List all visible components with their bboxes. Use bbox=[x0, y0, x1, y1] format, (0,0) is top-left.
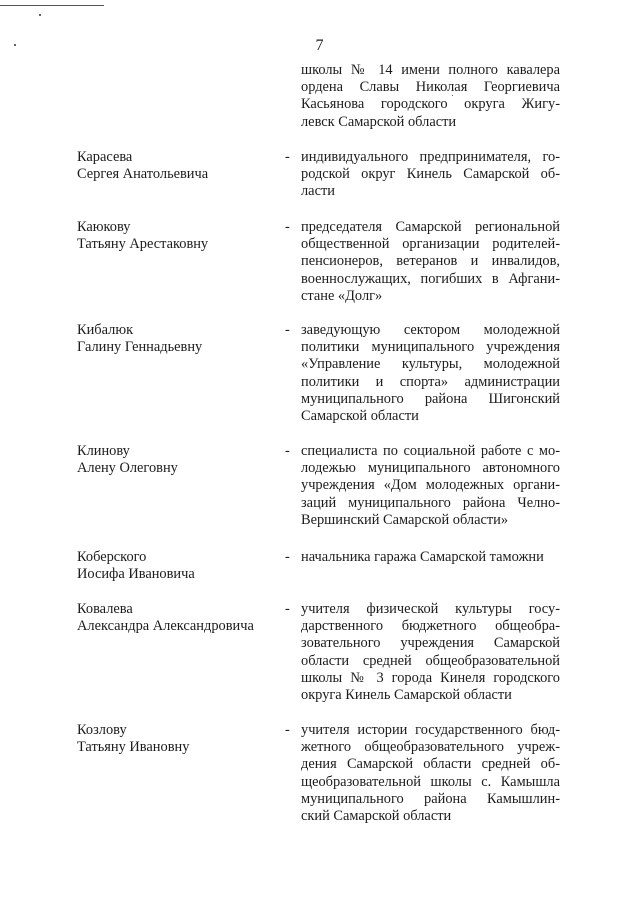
given-names: Алену Олеговну bbox=[77, 460, 178, 477]
given-names: Александра Александровича bbox=[77, 618, 254, 635]
description-line: Самарской области bbox=[301, 408, 419, 425]
given-names: Татьяну Арестаковну bbox=[77, 236, 209, 253]
separator-dash: - bbox=[285, 219, 290, 235]
separator-dash: - bbox=[285, 322, 290, 338]
position-description bbox=[301, 443, 560, 529]
position-description bbox=[301, 149, 560, 201]
surname: Ковалева bbox=[77, 601, 133, 617]
description-line: родской округ Кинель Самарской об- bbox=[301, 166, 560, 183]
person-name bbox=[77, 722, 287, 756]
position-description bbox=[301, 219, 560, 305]
description-line: лодежью муниципального автономного bbox=[301, 460, 560, 477]
surname: Клинову bbox=[77, 443, 130, 459]
description-line: «Управление культуры, молодежной bbox=[301, 356, 560, 373]
position-description bbox=[301, 322, 560, 425]
continuation-line: Касьянова городского округа Жигу- bbox=[301, 96, 560, 113]
description-line: индивидуального предпринимателя, го- bbox=[301, 149, 560, 165]
surname: Кибалюк bbox=[77, 322, 134, 338]
surname: Карасева bbox=[77, 149, 133, 165]
description-line: ласти bbox=[301, 183, 335, 200]
given-names: Галину Геннадьевну bbox=[77, 339, 203, 356]
continuation-line: левск Самарской области bbox=[301, 113, 457, 130]
surname: Каюкову bbox=[77, 219, 131, 235]
scan-speck bbox=[39, 14, 41, 16]
description-line: муниципального района Камышлин- bbox=[301, 790, 560, 807]
description-line: военнослужащих, погибших в Афгани- bbox=[301, 270, 560, 287]
separator-dash: - bbox=[285, 549, 290, 565]
description-line: зовательного учреждения Самарской bbox=[301, 635, 560, 652]
description-line: области средней общеобразовательной bbox=[301, 652, 560, 669]
scan-artifact-line bbox=[0, 5, 104, 6]
surname: Коберского bbox=[77, 549, 147, 565]
person-name bbox=[77, 219, 287, 253]
given-names: Сергея Анатольевича bbox=[77, 166, 209, 183]
description-line: округа Кинель Самарской области bbox=[301, 687, 512, 704]
description-line: политики и спорта» администрации bbox=[301, 373, 560, 390]
separator-dash: - bbox=[285, 149, 290, 165]
description-line: жетного общеобразовательного учреж- bbox=[301, 739, 560, 756]
description-line: общественной организации родителей- bbox=[301, 236, 560, 253]
separator-dash: - bbox=[285, 722, 290, 738]
description-line: Вершинский Самарской области» bbox=[301, 511, 509, 528]
page-number: 7 bbox=[315, 37, 324, 54]
person-name bbox=[77, 149, 287, 183]
description-line: стане «Долг» bbox=[301, 287, 383, 304]
description-line: учителя физической культуры госу- bbox=[301, 601, 560, 617]
description-line: специалиста по социальной работе с мо- bbox=[301, 443, 560, 459]
description-line: учителя истории государственного бюд- bbox=[301, 722, 560, 738]
description-line: заций муниципального района Челно- bbox=[301, 494, 560, 511]
separator-dash: - bbox=[285, 443, 290, 459]
person-name bbox=[77, 601, 287, 635]
description-line: пенсионеров, ветеранов и инвалидов, bbox=[301, 253, 560, 270]
person-name bbox=[77, 443, 287, 477]
position-description bbox=[301, 722, 560, 825]
person-name bbox=[77, 322, 287, 356]
position-description bbox=[301, 601, 560, 704]
description-line: начальника гаража Самарской таможни bbox=[301, 549, 544, 565]
position-description bbox=[301, 549, 560, 566]
description-line: муниципального района Шигонский bbox=[301, 390, 560, 407]
continuation-line: школы № 14 имени полного кавалера bbox=[301, 62, 560, 78]
description-line: учреждения «Дом молодежных органи- bbox=[301, 477, 560, 494]
description-line: щеобразовательной школы с. Камышла bbox=[301, 773, 560, 790]
description-line: председателя Самарской региональной bbox=[301, 219, 560, 235]
separator-dash: - bbox=[285, 601, 290, 617]
description-line: дарственного бюджетного общеобра- bbox=[301, 618, 560, 635]
person-name bbox=[77, 549, 287, 583]
continuation-text bbox=[301, 62, 560, 131]
description-line: политики муниципального учреждения bbox=[301, 339, 560, 356]
surname: Козлову bbox=[77, 722, 127, 738]
given-names: Татьяну Ивановну bbox=[77, 739, 190, 756]
description-line: дения Самарской области средней об- bbox=[301, 756, 560, 773]
description-line: школы № 3 города Кинеля городского bbox=[301, 669, 560, 686]
description-line: ский Самарской области bbox=[301, 808, 452, 825]
given-names: Иосифа Ивановича bbox=[77, 566, 195, 583]
continuation-line: ордена Славы Николая Георгиевича bbox=[301, 79, 560, 96]
description-line: заведующую сектором молодежной bbox=[301, 322, 560, 338]
